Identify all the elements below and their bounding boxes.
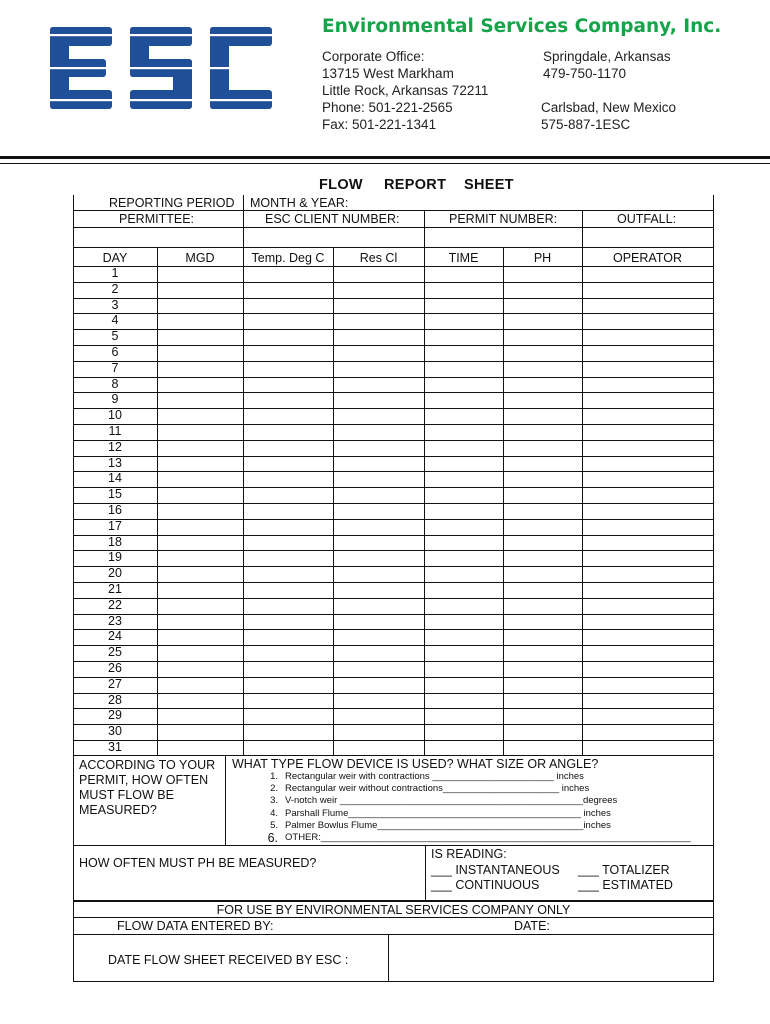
date-label: DATE:: [514, 919, 550, 933]
day-number: 22: [108, 597, 122, 612]
flow-report-form: [73, 195, 714, 982]
day-number: 15: [108, 487, 122, 502]
corporate-phone: Phone: 501-221-2565: [322, 100, 453, 115]
col-temp: Temp. Deg C: [251, 251, 325, 265]
col-ph: PH: [533, 251, 552, 265]
day-number: 5: [111, 329, 119, 344]
row-line: [73, 677, 714, 678]
row-line: [73, 519, 714, 520]
row-line: [73, 724, 714, 725]
flow-frequency-question: ACCORDING TO YOUR PERMIT, HOW OFTEN MUST FLOW BE MEASURED?: [79, 758, 216, 817]
day-number: 27: [108, 676, 122, 691]
day-number: 30: [108, 724, 122, 739]
carlsbad-phone: 575-887-1ESC: [541, 117, 631, 132]
day-number: 1: [111, 266, 119, 280]
row-line: [73, 614, 714, 615]
springdale-address: [543, 48, 671, 82]
springdale-phone: 479-750-1170: [543, 66, 627, 81]
day-number: 8: [111, 376, 119, 391]
device-item[interactable]: 2. Rectangular weir without contractions______________________ inches: [270, 783, 590, 795]
date-received-label: DATE FLOW SHEET RECEIVED BY ESC :: [108, 953, 349, 967]
day-number: 13: [108, 455, 122, 470]
day-number: 31: [108, 740, 122, 754]
springdale-city: Springdale, Arkansas: [543, 49, 671, 64]
row-line: [73, 535, 714, 536]
row-line: [73, 566, 714, 567]
row-line: [73, 329, 714, 330]
corporate-label: Corporate Office:: [322, 49, 425, 64]
day-number: 20: [108, 566, 122, 581]
day-number: 2: [111, 281, 119, 296]
month-year-label: MONTH & YEAR:: [250, 196, 349, 210]
row-line: [73, 629, 714, 630]
esc-client-number-label: ESC CLIENT NUMBER:: [265, 212, 400, 226]
day-number: 9: [111, 392, 119, 407]
day-number: 28: [108, 692, 122, 707]
day-number: 24: [108, 629, 122, 644]
day-number: 29: [108, 708, 122, 723]
corporate-street: 13715 West Markham: [322, 66, 454, 81]
row-line: [73, 298, 714, 299]
carlsbad-city: Carlsbad, New Mexico: [541, 100, 677, 115]
day-number: 6: [111, 345, 119, 359]
col-res-cl: Res Cl: [359, 251, 398, 265]
corporate-fax: Fax: 501-221-1341: [322, 117, 437, 132]
day-number: 12: [108, 439, 122, 454]
row-line: [73, 282, 714, 283]
device-item[interactable]: 4. Parshall Flume____________________________________________ inches: [270, 807, 611, 819]
row-line: [73, 440, 714, 441]
esc-logo: [50, 27, 272, 109]
row-line: [73, 582, 714, 583]
day-number: 17: [108, 518, 122, 533]
row-line: [73, 661, 714, 662]
device-item[interactable]: 6. OTHER:______________________________________________________________________: [267, 831, 691, 846]
day-number: 4: [111, 313, 119, 328]
col-operator: OPERATOR: [613, 251, 682, 265]
row-line: [73, 424, 714, 425]
day-number: 25: [108, 645, 122, 660]
continuous-option[interactable]: ___ CONTINUOUS: [431, 878, 540, 892]
day-number: 23: [108, 613, 122, 628]
company-name: Environmental Services Company, Inc.: [322, 16, 722, 37]
flow-device-list: [256, 771, 691, 844]
is-reading-label: IS READING:: [431, 847, 507, 861]
col-mgd: MGD: [185, 251, 215, 265]
row-line: [73, 456, 714, 457]
row-line: [73, 345, 714, 346]
row-line: [73, 471, 714, 472]
device-item[interactable]: 3. V-notch weir ______________________________________________degrees: [270, 795, 618, 807]
header-rule-thin: [0, 163, 770, 164]
row-line: [73, 693, 714, 694]
day-number: 14: [108, 471, 122, 486]
outfall-label: OUTFALL:: [617, 212, 677, 226]
corporate-city: Little Rock, Arkansas 72211: [322, 83, 489, 98]
totalizer-option[interactable]: ___ TOTALIZER: [578, 863, 670, 877]
row-line: [73, 313, 714, 314]
day-number: 7: [111, 360, 119, 375]
row-line: [73, 361, 714, 362]
corporate-address: [322, 48, 488, 133]
day-number: 10: [108, 408, 122, 423]
permit-number-label: PERMIT NUMBER:: [449, 212, 558, 226]
col-day: DAY: [102, 251, 128, 265]
esc-use-only-label: FOR USE BY ENVIRONMENTAL SERVICES COMPANY ONLY: [216, 903, 571, 917]
row-line: [73, 392, 714, 393]
row-line: [73, 377, 714, 378]
flow-device-question: WHAT TYPE FLOW DEVICE IS USED? WHAT SIZE OR ANGLE?: [232, 757, 599, 771]
row-line: [73, 598, 714, 599]
title-flow: FLOW: [319, 177, 363, 193]
device-item[interactable]: 5. Palmer Bowlus Flume_______________________________________inches: [270, 819, 611, 831]
estimated-option[interactable]: ___ ESTIMATED: [578, 878, 673, 892]
ph-frequency-question: HOW OFTEN MUST PH BE MEASURED?: [79, 856, 317, 870]
reporting-period-label: REPORTING PERIOD: [109, 196, 235, 210]
row-line: [73, 487, 714, 488]
row-line: [73, 740, 714, 741]
title-sheet: SHEET: [464, 177, 514, 193]
day-number: 21: [108, 582, 122, 596]
instantaneous-option[interactable]: ___ INSTANTANEOUS: [431, 863, 560, 877]
row-line: [73, 645, 714, 646]
day-number: 16: [108, 503, 122, 517]
day-number: 3: [111, 297, 119, 312]
row-line: [73, 266, 714, 267]
day-number: 18: [108, 534, 122, 549]
permittee-label: PERMITTEE:: [119, 212, 195, 226]
carlsbad-address: [541, 99, 676, 133]
day-number: 11: [108, 424, 122, 438]
title-report: REPORT: [384, 177, 447, 193]
row-line: [73, 408, 714, 409]
row-line: [73, 550, 714, 551]
row-line: [73, 503, 714, 504]
col-time: TIME: [448, 251, 479, 265]
device-item[interactable]: 1. Rectangular weir with contractions _______________________ inches: [270, 771, 584, 782]
header-rule-thick: [0, 156, 770, 159]
day-number: 19: [108, 550, 122, 565]
row-line: [73, 708, 714, 709]
flow-data-entered-label: FLOW DATA ENTERED BY:: [117, 919, 274, 933]
day-number: 26: [108, 661, 122, 675]
